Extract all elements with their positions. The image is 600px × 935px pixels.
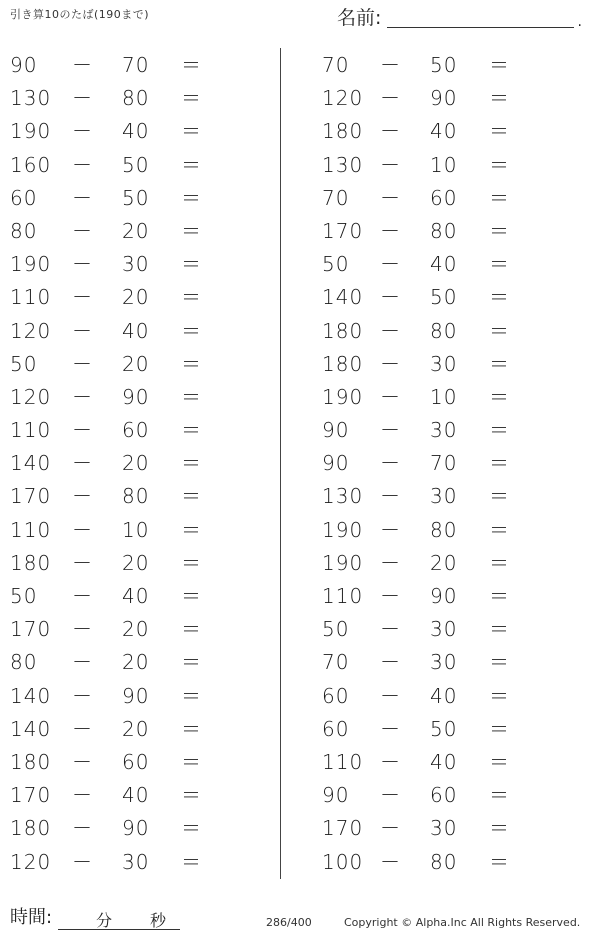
subtrahend: 70 <box>122 53 150 77</box>
subtrahend: 80 <box>430 849 458 874</box>
equals-sign: ＝ <box>181 749 201 774</box>
minus-sign: － <box>380 716 400 741</box>
subtrahend: 40 <box>122 119 150 144</box>
equals-sign: ＝ <box>181 152 201 177</box>
minus-sign: － <box>72 384 92 409</box>
equals-sign: ＝ <box>181 716 201 741</box>
subtrahend: 20 <box>122 650 150 675</box>
minus-sign: － <box>72 650 92 675</box>
subtrahend: 90 <box>430 86 458 111</box>
minus-sign: － <box>72 252 92 277</box>
subtraction-problem <box>0 247 276 280</box>
subtrahend: 90 <box>122 384 150 409</box>
subtrahend: 20 <box>122 617 150 642</box>
equals-sign: ＝ <box>181 650 201 675</box>
subtrahend: 40 <box>430 252 458 277</box>
minus-sign: － <box>380 218 400 243</box>
equals-sign: ＝ <box>181 119 201 144</box>
minuend: 110 <box>322 584 364 608</box>
equals-sign: ＝ <box>181 218 201 243</box>
minus-sign: － <box>72 683 92 708</box>
minus-sign: － <box>380 584 400 608</box>
minuend: 100 <box>322 849 364 874</box>
minuend: 70 <box>322 185 350 210</box>
minuend: 130 <box>10 86 52 111</box>
subtrahend: 30 <box>122 849 150 874</box>
subtraction-problem <box>0 845 276 878</box>
subtraction-problem <box>300 811 576 844</box>
subtrahend: 90 <box>430 584 458 608</box>
equals-sign: ＝ <box>489 749 509 774</box>
subtrahend: 80 <box>430 517 458 542</box>
equals-sign: ＝ <box>489 716 509 741</box>
subtraction-problem <box>0 778 276 811</box>
subtrahend: 60 <box>430 185 458 210</box>
equals-sign: ＝ <box>181 418 201 443</box>
subtrahend: 90 <box>122 683 150 708</box>
equals-sign: ＝ <box>489 849 509 874</box>
equals-sign: ＝ <box>181 351 201 376</box>
minus-sign: － <box>72 451 92 476</box>
subtraction-problem <box>300 280 576 313</box>
subtrahend: 40 <box>122 783 150 808</box>
subtraction-problem <box>300 181 576 214</box>
minus-sign: － <box>72 218 92 243</box>
subtraction-problem <box>300 513 576 546</box>
minus-sign: － <box>380 418 400 443</box>
minuend: 50 <box>10 351 38 376</box>
subtraction-problem <box>300 413 576 446</box>
minus-sign: － <box>380 152 400 177</box>
minus-sign: － <box>380 384 400 409</box>
subtraction-problem <box>300 81 576 114</box>
equals-sign: ＝ <box>489 683 509 708</box>
subtraction-problem <box>300 745 576 778</box>
minus-sign: － <box>380 119 400 144</box>
minuend: 110 <box>10 517 52 542</box>
minus-sign: － <box>380 550 400 575</box>
minuend: 50 <box>322 617 350 642</box>
subtraction-problem <box>0 546 276 579</box>
minus-sign: － <box>72 152 92 177</box>
minus-sign: － <box>72 783 92 808</box>
equals-sign: ＝ <box>489 318 509 343</box>
minus-sign: － <box>72 550 92 575</box>
subtraction-problem <box>300 612 576 645</box>
subtrahend: 50 <box>122 185 150 210</box>
equals-sign: ＝ <box>489 783 509 808</box>
minus-sign: － <box>72 318 92 343</box>
name-underline <box>387 27 574 28</box>
subtrahend: 40 <box>122 584 150 608</box>
equals-sign: ＝ <box>489 584 509 608</box>
minuend: 60 <box>322 716 350 741</box>
equals-sign: ＝ <box>181 451 201 476</box>
minuend: 180 <box>10 749 52 774</box>
subtraction-problem <box>300 778 576 811</box>
subtraction-problem <box>0 811 276 844</box>
minuend: 120 <box>10 384 52 409</box>
minuend: 190 <box>10 252 52 277</box>
subtraction-problem <box>300 314 576 347</box>
subtraction-problem <box>0 645 276 678</box>
subtraction-problem <box>0 612 276 645</box>
subtrahend: 80 <box>430 318 458 343</box>
minuend: 90 <box>322 418 350 443</box>
subtraction-problem <box>0 81 276 114</box>
minuend: 60 <box>10 185 38 210</box>
minuend: 70 <box>322 650 350 675</box>
subtrahend: 30 <box>122 252 150 277</box>
time-label: 時間: <box>10 907 53 928</box>
problem-column-right <box>300 48 576 878</box>
equals-sign: ＝ <box>489 550 509 575</box>
subtraction-problem <box>0 280 276 313</box>
subtraction-problem <box>0 380 276 413</box>
subtraction-problem <box>300 380 576 413</box>
minuend: 170 <box>322 218 364 243</box>
equals-sign: ＝ <box>489 119 509 144</box>
subtrahend: 40 <box>430 749 458 774</box>
equals-sign: ＝ <box>181 517 201 542</box>
minus-sign: － <box>380 517 400 542</box>
subtraction-problem <box>300 347 576 380</box>
minuend: 80 <box>10 650 38 675</box>
problem-column-left <box>0 48 276 878</box>
minuend: 140 <box>10 716 52 741</box>
subtrahend: 80 <box>122 484 150 509</box>
minus-sign: － <box>380 351 400 376</box>
equals-sign: ＝ <box>181 285 201 310</box>
minus-sign: － <box>380 86 400 111</box>
minus-sign: － <box>72 351 92 376</box>
subtraction-problem <box>0 579 276 612</box>
minuend: 170 <box>10 484 52 509</box>
equals-sign: ＝ <box>489 285 509 310</box>
subtraction-problem <box>0 712 276 745</box>
minuend: 120 <box>10 849 52 874</box>
subtrahend: 10 <box>430 384 458 409</box>
subtraction-problem <box>300 148 576 181</box>
subtraction-problem <box>300 114 576 147</box>
name-end-mark: . <box>577 14 582 30</box>
subtraction-problem <box>0 679 276 712</box>
subtrahend: 30 <box>430 617 458 642</box>
minuend: 90 <box>322 783 350 808</box>
minuend: 180 <box>322 351 364 376</box>
subtraction-problem <box>300 679 576 712</box>
subtrahend: 20 <box>430 550 458 575</box>
subtrahend: 60 <box>122 418 150 443</box>
equals-sign: ＝ <box>181 484 201 509</box>
equals-sign: ＝ <box>181 849 201 874</box>
subtraction-problem <box>300 579 576 612</box>
minuend: 130 <box>322 152 364 177</box>
minus-sign: － <box>380 683 400 708</box>
minus-sign: － <box>380 484 400 509</box>
subtrahend: 20 <box>122 351 150 376</box>
minuend: 110 <box>10 285 52 310</box>
minuend: 190 <box>10 119 52 144</box>
minus-sign: － <box>72 517 92 542</box>
minus-sign: － <box>380 849 400 874</box>
minus-sign: － <box>72 484 92 509</box>
subtrahend: 30 <box>430 650 458 675</box>
subtrahend: 20 <box>122 285 150 310</box>
page-number: 286/400 <box>266 916 312 929</box>
subtraction-problem <box>0 347 276 380</box>
minus-sign: － <box>72 716 92 741</box>
equals-sign: ＝ <box>181 550 201 575</box>
subtrahend: 40 <box>430 683 458 708</box>
equals-sign: ＝ <box>181 53 201 77</box>
equals-sign: ＝ <box>489 816 509 841</box>
subtraction-problem <box>300 446 576 479</box>
subtrahend: 20 <box>122 451 150 476</box>
minuend: 170 <box>10 617 52 642</box>
minuend: 170 <box>10 783 52 808</box>
equals-sign: ＝ <box>489 650 509 675</box>
subtraction-problem <box>300 48 576 81</box>
subtraction-problem <box>300 712 576 745</box>
equals-sign: ＝ <box>489 152 509 177</box>
equals-sign: ＝ <box>489 384 509 409</box>
copyright-notice: Copyright © Alpha.Inc All Rights Reserved. <box>344 916 581 929</box>
subtraction-problem <box>0 479 276 512</box>
minus-sign: － <box>72 86 92 111</box>
minuend: 170 <box>322 816 364 841</box>
subtraction-problem <box>300 247 576 280</box>
minuend: 190 <box>322 384 364 409</box>
subtraction-problem <box>300 214 576 247</box>
equals-sign: ＝ <box>181 384 201 409</box>
minuend: 90 <box>10 53 38 77</box>
minus-sign: － <box>380 451 400 476</box>
subtrahend: 30 <box>430 418 458 443</box>
minuend: 190 <box>322 517 364 542</box>
subtraction-problem <box>0 413 276 446</box>
minuend: 90 <box>322 451 350 476</box>
equals-sign: ＝ <box>181 185 201 210</box>
minus-sign: － <box>72 185 92 210</box>
minuend: 50 <box>10 584 38 608</box>
equals-sign: ＝ <box>181 783 201 808</box>
equals-sign: ＝ <box>489 517 509 542</box>
minus-sign: － <box>380 185 400 210</box>
subtrahend: 30 <box>430 816 458 841</box>
minuend: 180 <box>10 816 52 841</box>
subtrahend: 40 <box>122 318 150 343</box>
minus-sign: － <box>380 749 400 774</box>
equals-sign: ＝ <box>489 53 509 77</box>
minus-sign: － <box>380 318 400 343</box>
name-field <box>337 6 582 32</box>
subtraction-problem <box>300 845 576 878</box>
equals-sign: ＝ <box>489 451 509 476</box>
subtrahend: 60 <box>122 749 150 774</box>
minuend: 160 <box>10 152 52 177</box>
name-label: 名前: <box>337 7 382 29</box>
subtraction-problem <box>300 546 576 579</box>
minuend: 180 <box>322 119 364 144</box>
subtraction-problem <box>300 645 576 678</box>
minus-sign: － <box>380 617 400 642</box>
minus-sign: － <box>72 418 92 443</box>
minuend: 120 <box>10 318 52 343</box>
minus-sign: － <box>380 816 400 841</box>
subtraction-problem <box>0 446 276 479</box>
minuend: 70 <box>322 53 350 77</box>
subtraction-problem <box>0 48 276 81</box>
subtrahend: 40 <box>430 119 458 144</box>
subtrahend: 20 <box>122 550 150 575</box>
subtrahend: 30 <box>430 351 458 376</box>
subtraction-problem <box>0 314 276 347</box>
worksheet-title: 引き算10のたば(190まで) <box>10 8 150 21</box>
minuend: 110 <box>322 749 364 774</box>
subtraction-problem <box>0 513 276 546</box>
minuend: 110 <box>10 418 52 443</box>
minus-sign: － <box>380 783 400 808</box>
subtrahend: 50 <box>430 285 458 310</box>
minutes-label: 分 <box>96 911 113 930</box>
equals-sign: ＝ <box>181 617 201 642</box>
minus-sign: － <box>380 252 400 277</box>
subtrahend: 50 <box>122 152 150 177</box>
column-divider <box>280 48 281 879</box>
subtrahend: 60 <box>430 783 458 808</box>
subtrahend: 50 <box>430 716 458 741</box>
minuend: 190 <box>322 550 364 575</box>
equals-sign: ＝ <box>489 617 509 642</box>
equals-sign: ＝ <box>489 351 509 376</box>
equals-sign: ＝ <box>181 816 201 841</box>
minuend: 80 <box>10 218 38 243</box>
subtrahend: 10 <box>430 152 458 177</box>
minus-sign: － <box>72 849 92 874</box>
minus-sign: － <box>72 119 92 144</box>
minuend: 180 <box>10 550 52 575</box>
equals-sign: ＝ <box>489 185 509 210</box>
minus-sign: － <box>72 285 92 310</box>
minus-sign: － <box>72 816 92 841</box>
equals-sign: ＝ <box>489 252 509 277</box>
subtraction-problem <box>300 479 576 512</box>
subtrahend: 50 <box>430 53 458 77</box>
subtraction-problem <box>0 214 276 247</box>
subtrahend: 80 <box>430 218 458 243</box>
subtrahend: 80 <box>122 86 150 111</box>
subtrahend: 10 <box>122 517 150 542</box>
minuend: 140 <box>10 451 52 476</box>
minuend: 60 <box>322 683 350 708</box>
seconds-label: 秒 <box>150 911 167 930</box>
minus-sign: － <box>72 584 92 608</box>
subtrahend: 20 <box>122 716 150 741</box>
minuend: 50 <box>322 252 350 277</box>
minus-sign: － <box>380 650 400 675</box>
subtraction-problem <box>0 114 276 147</box>
equals-sign: ＝ <box>181 318 201 343</box>
time-field <box>10 906 180 932</box>
minuend: 140 <box>10 683 52 708</box>
minuend: 180 <box>322 318 364 343</box>
subtrahend: 20 <box>122 218 150 243</box>
equals-sign: ＝ <box>489 484 509 509</box>
subtraction-problem <box>0 181 276 214</box>
subtrahend: 30 <box>430 484 458 509</box>
equals-sign: ＝ <box>181 252 201 277</box>
minus-sign: － <box>72 749 92 774</box>
minus-sign: － <box>380 53 400 77</box>
equals-sign: ＝ <box>489 418 509 443</box>
minus-sign: － <box>72 617 92 642</box>
subtrahend: 90 <box>122 816 150 841</box>
equals-sign: ＝ <box>489 86 509 111</box>
minuend: 140 <box>322 285 364 310</box>
subtraction-problem <box>0 745 276 778</box>
equals-sign: ＝ <box>489 218 509 243</box>
equals-sign: ＝ <box>181 584 201 608</box>
subtraction-problem <box>0 148 276 181</box>
minuend: 130 <box>322 484 364 509</box>
subtrahend: 70 <box>430 451 458 476</box>
minuend: 120 <box>322 86 364 111</box>
minus-sign: － <box>72 53 92 77</box>
equals-sign: ＝ <box>181 683 201 708</box>
minus-sign: － <box>380 285 400 310</box>
equals-sign: ＝ <box>181 86 201 111</box>
